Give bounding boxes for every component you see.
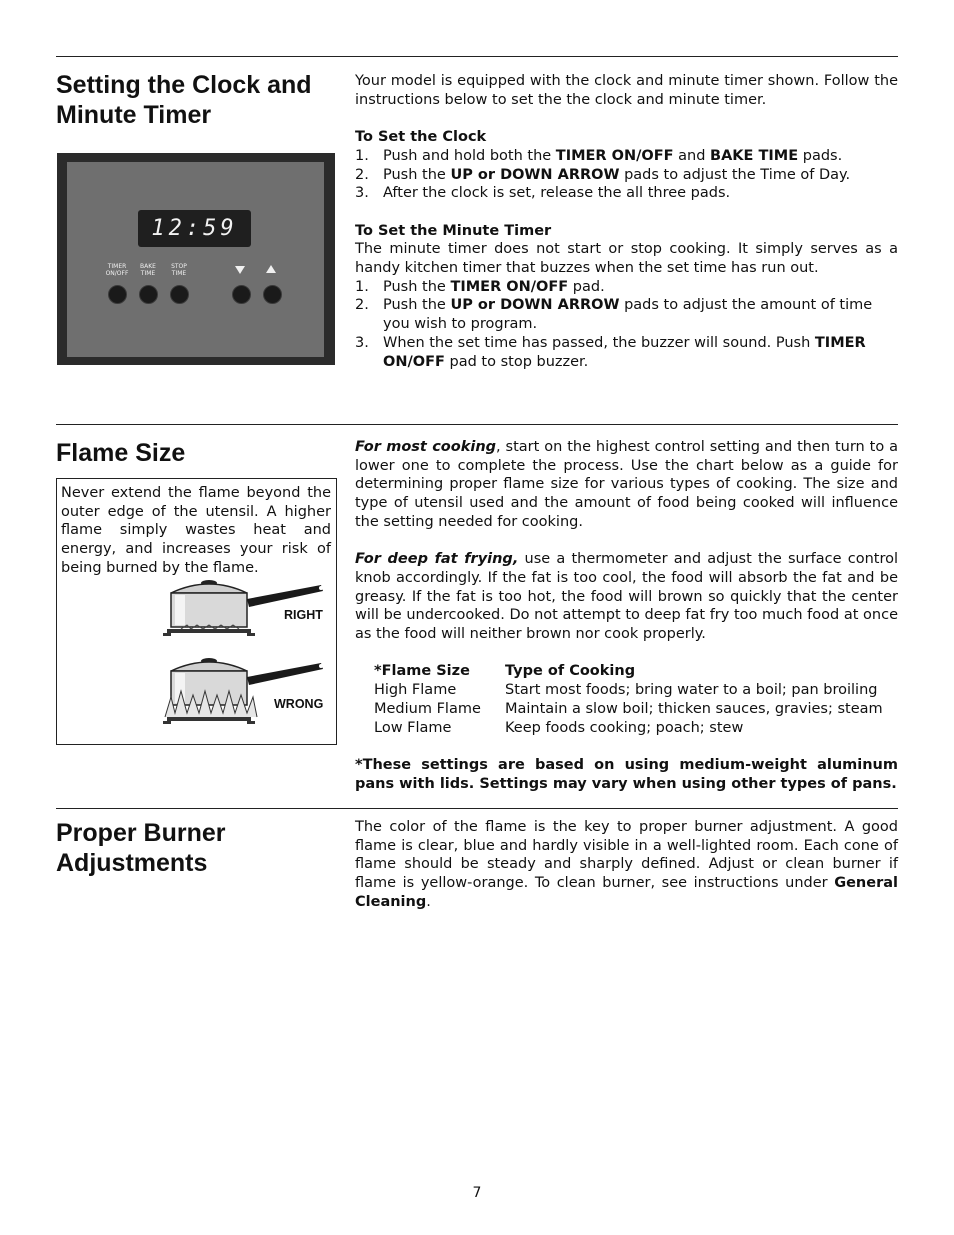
set-clock-steps bbox=[355, 147, 898, 203]
table-header-cell: Type of Cooking bbox=[505, 663, 636, 680]
set-timer-steps bbox=[355, 278, 898, 372]
flame-section-title: Flame Size bbox=[56, 439, 186, 467]
flame-settings-note: *These settings are based on using medium-weight aluminum pans with lids. Settings may vary when using other types of pans. bbox=[355, 756, 898, 792]
flame-size-table bbox=[374, 662, 883, 737]
table-cell: Low Flame bbox=[374, 719, 452, 736]
up-arrow-button bbox=[263, 285, 282, 304]
flame-para-2: For deep fat frying, use a thermometer and adjust the surface control knob accordingly. If the fat is too cool, the food will absorb the fat and be greasy. If the fat is too hot, the food will brown so quickly that the center will be undercooked. Do not attempt to deep fat fry too much food at once as the food will neither brown nor cook properly. bbox=[355, 551, 898, 643]
wrong-label: WRONG bbox=[274, 697, 324, 711]
wrong-flame-pot-illustration bbox=[161, 655, 331, 735]
clock-section-title: Setting the Clock and Minute Timer bbox=[56, 71, 312, 129]
set-timer-intro: The minute timer does not start or stop cooking. It simply serves as a handy kitchen timer that buzzes when the set time has run out. bbox=[355, 241, 898, 276]
timer-on-off-button bbox=[108, 285, 127, 304]
flame-warning-text: Never extend the flame beyond the outer edge of the utensil. A higher flame simply wastes heat and energy, and increases your risk of being burned by the flame. bbox=[61, 485, 331, 576]
stop-time-button bbox=[170, 285, 189, 304]
down-arrow-button bbox=[232, 285, 251, 304]
page-number: 7 bbox=[472, 1185, 482, 1201]
section-divider-burner bbox=[56, 808, 898, 809]
section-divider-flame bbox=[56, 424, 898, 425]
table-cell: Medium Flame bbox=[374, 700, 481, 717]
up-arrow-icon bbox=[266, 265, 276, 273]
right-flame-pot-illustration bbox=[161, 569, 331, 641]
down-arrow-icon bbox=[235, 266, 245, 274]
burner-para: The color of the flame is the key to proper burner adjustment. A good flame is clear, blue and hardly visible in a well-lighted room. Each cone of flame should be steady and sharply defined. Adjust or clean burner if flame is yellow-orange. To clean burner, see instructions under General Cleaning. bbox=[355, 819, 898, 910]
timer-on-off-label: TIMER ON/OFF bbox=[105, 263, 129, 277]
list-item: 3. After the clock is set, release the all three pads. bbox=[355, 185, 731, 202]
table-cell: High Flame bbox=[374, 682, 457, 699]
bake-time-label: BAKE TIME bbox=[140, 263, 156, 277]
table-cell: Start most foods; bring water to a boil; pan broiling bbox=[505, 682, 878, 699]
set-clock-heading: To Set the Clock bbox=[355, 129, 487, 146]
burner-instructions bbox=[355, 818, 898, 912]
bake-time-button bbox=[139, 285, 158, 304]
burner-section-title: Proper Burner Adjustments bbox=[56, 819, 226, 877]
clock-intro: Your model is equipped with the clock and minute timer shown. Follow the instructions below to set the the clock and minute timer. bbox=[355, 73, 898, 108]
list-item: 1. Push and hold both the TIMER ON/OFF and BAKE TIME pads. bbox=[355, 147, 843, 164]
table-row bbox=[374, 719, 883, 738]
table-row bbox=[374, 700, 883, 719]
right-label: RIGHT bbox=[284, 608, 323, 622]
section-divider-top bbox=[56, 56, 898, 57]
table-cell: Maintain a slow boil; thicken sauces, gravies; steam bbox=[505, 700, 883, 717]
list-item: 3. When the set time has passed, the buzzer will sound. Push TIMER ON/OFF pad to stop buzzer. bbox=[355, 334, 866, 370]
list-item: 1. Push the TIMER ON/OFF pad. bbox=[355, 278, 605, 295]
table-header-cell: *Flame Size bbox=[374, 663, 470, 680]
list-item: 2. Push the UP or DOWN ARROW pads to adjust the amount of time you wish to program. bbox=[355, 297, 873, 333]
set-timer-heading: To Set the Minute Timer bbox=[355, 222, 552, 239]
table-row bbox=[374, 681, 883, 700]
table-cell: Keep foods cooking; poach; stew bbox=[505, 719, 744, 736]
panel-face bbox=[67, 162, 324, 357]
stop-time-label: STOP TIME bbox=[171, 263, 187, 277]
clock-control-panel bbox=[57, 153, 335, 365]
flame-warning-box bbox=[56, 478, 337, 745]
list-item: 2. Push the UP or DOWN ARROW pads to adjust the Time of Day. bbox=[355, 166, 851, 183]
table-header-row bbox=[374, 662, 883, 681]
flame-instructions bbox=[355, 438, 898, 793]
clock-display: 12:59 bbox=[138, 210, 251, 247]
flame-para-1: For most cooking, start on the highest control setting and then turn to a lower one to complete the process. Use the chart below as a guide for determining proper flame size for various types of cooking. The size and type of utensil used and the amount of food being cooked will influence the setting needed for cooking. bbox=[355, 439, 898, 530]
clock-instructions bbox=[355, 72, 898, 371]
